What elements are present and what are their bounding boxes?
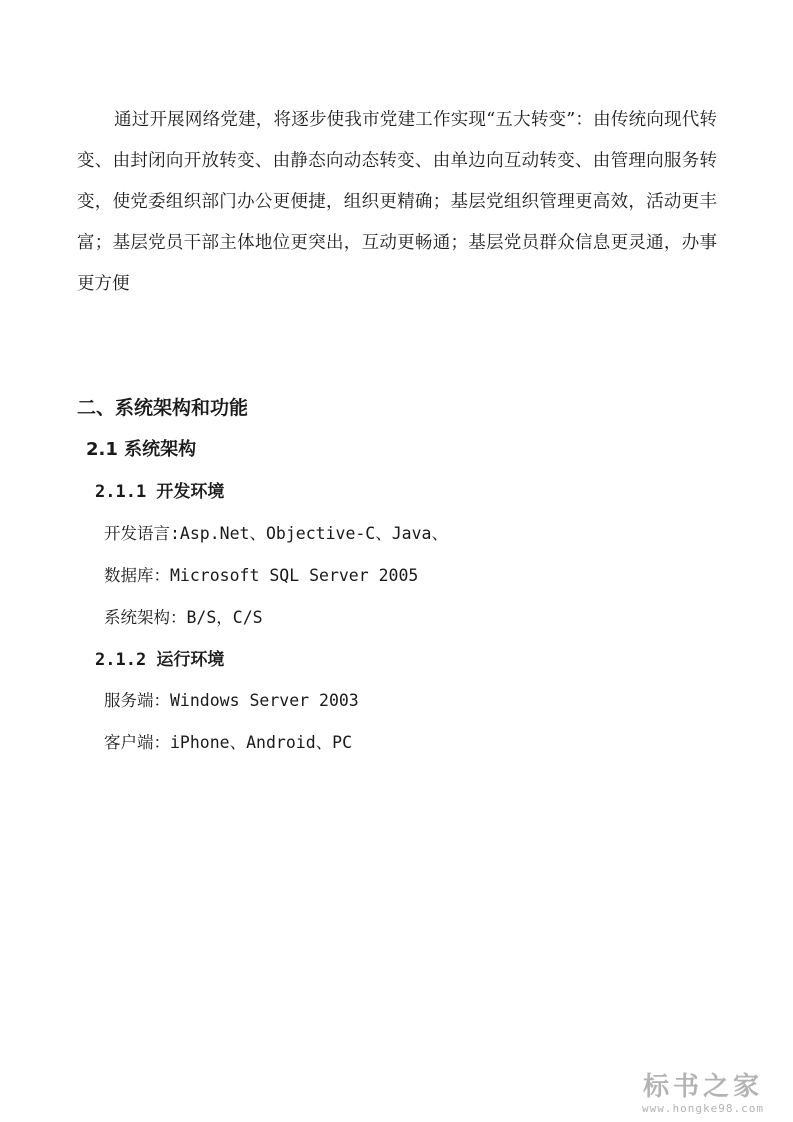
run-env-heading: 2.1.2 运行环境 <box>95 650 225 670</box>
database-item: 数据库：Microsoft SQL Server 2005 <box>104 566 419 585</box>
server-item: 服务端：Windows Server 2003 <box>104 691 359 710</box>
client-item: 客户端：iPhone、Android、PC <box>104 733 353 752</box>
architecture-item: 系统架构：B/S，C/S <box>104 608 263 627</box>
watermark-title: 标书之家 <box>642 1072 763 1102</box>
intro-paragraph: 通过开展网络党建，将逐步使我市党建工作实现“五大转变”：由传统向现代转变、由封闭向开放转变、由静态向动态转变、由单边向互动转变、由管理向服务转变，使党委组织部门办公更便捷，组织更精确；基层党组织管理更高效，活动更丰富；基层党员干部主体地位更突出，互动更畅通；基层党员群众信息更灵通，办事更方便 <box>77 110 717 294</box>
dev-env-heading: 2.1.1 开发环境 <box>95 482 225 502</box>
watermark <box>623 1072 783 1116</box>
subsection-heading: 2.1 系统架构 <box>86 439 197 460</box>
watermark-url: www.hongke98.com <box>642 1102 764 1115</box>
section-heading: 二、系统架构和功能 <box>77 397 249 419</box>
dev-language-item: 开发语言:Asp.Net、Objective-C、Java、 <box>104 524 448 543</box>
